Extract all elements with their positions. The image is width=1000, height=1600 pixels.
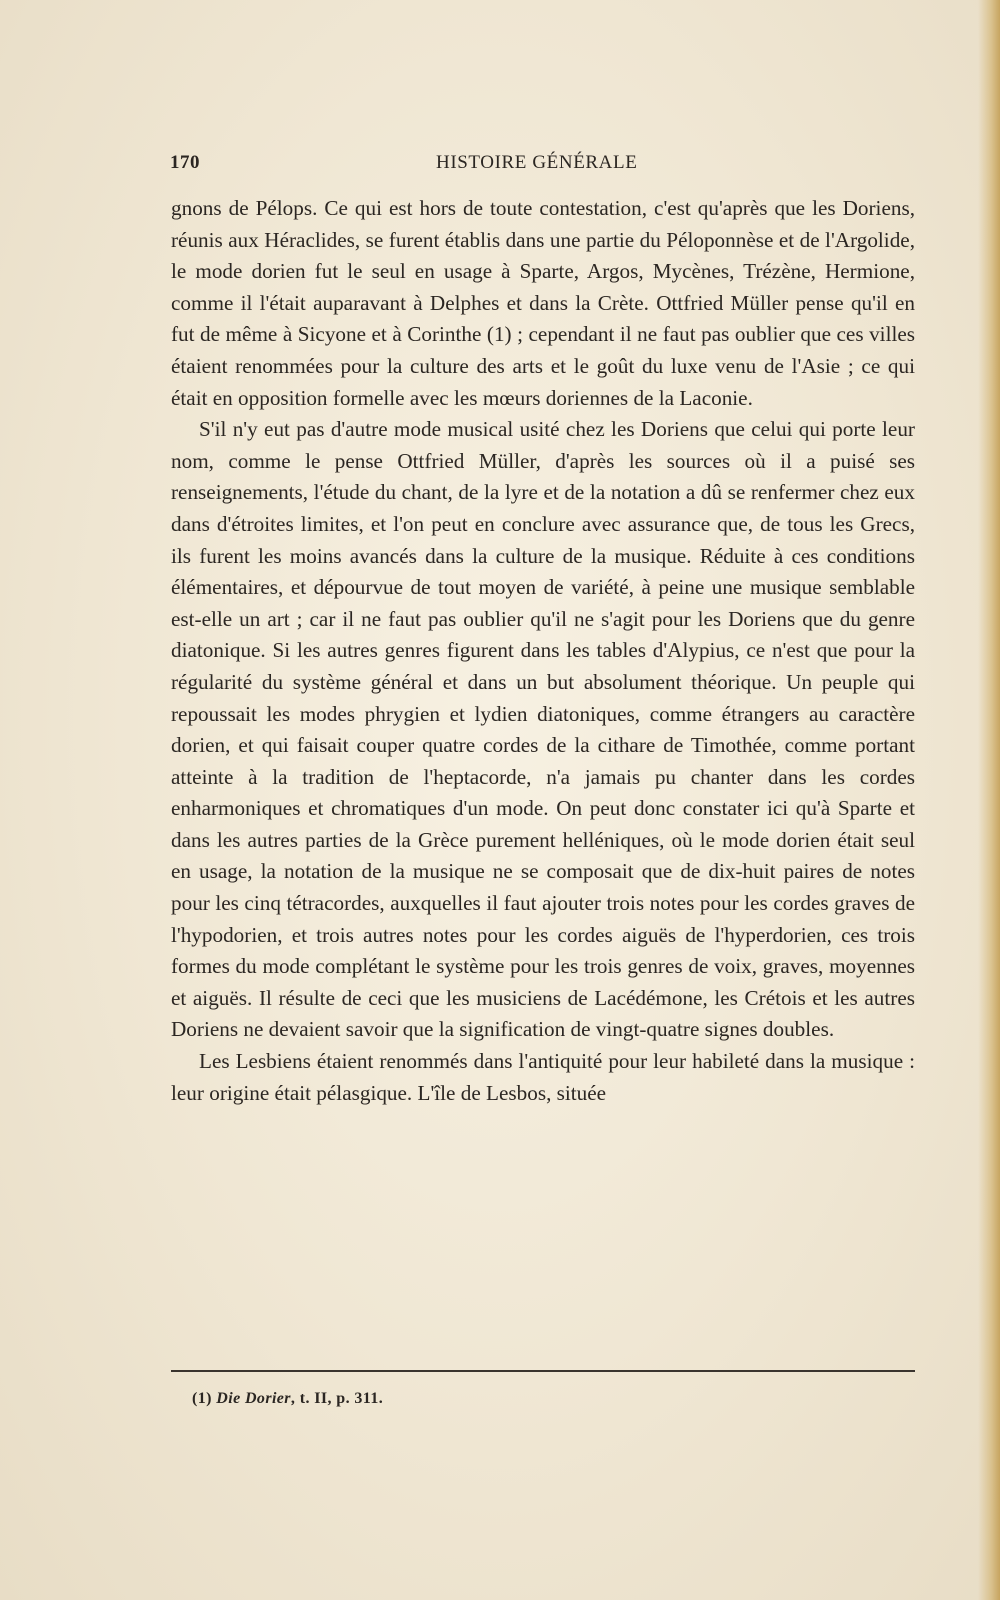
paragraph-3: Les Lesbiens étaient renommés dans l'antiquité pour leur habileté dans la musique : leur origine était pélasgique. L'île de Lesbos, située [171,1049,915,1105]
footnote-reference: , t. II, p. 311. [290,1390,384,1407]
paragraph-2: S'il n'y eut pas d'autre mode musical usité chez les Doriens que celui qui porte leur nom, comme le pense Ottfried Müller, d'après les sources où il a puisé ses renseignements, l'étude du chant, de la lyre et de la notation a dû se renfermer chez eux dans d'étroites limites, et l'on peut en conclure avec assurance que, de tous les Grecs, ils furent les moins avancés dans la culture de la musique. Réduite à ces conditions élémentaires, et dépourvue de tout moyen de variété, à peine une musique semblable est-elle un art ; car il ne faut pas oublier qu'il ne s'agit pour les Doriens que du genre diatonique. Si les autres genres figurent dans les tables d'Alypius, ce n'est que pour la régularité du système général et dans un but absolument théorique. Un peuple qui repoussait les modes phrygien et lydien diatoniques, comme étrangers au caractère dorien, et qui faisait couper quatre cordes de la cithare de Timothée, comme portant atteinte à la tradition de l'heptacorde, n'a jamais pu chanter dans les cordes enharmoniques et chromatiques d'un mode. On peut donc constater ici qu'à Sparte et dans les autres parties de la Grèce purement helléniques, où le mode dorien était seul en usage, la notation de la musique ne se composait que de dix-huit paires de notes pour les cinq tétracordes, auxquelles il faut ajouter trois notes pour les cordes graves de l'hypodorien, et trois autres notes pour les cordes aiguës de l'hyperdorien, ces trois formes du mode complétant le système pour les trois genres de voix, graves, moyennes et aiguës. Il résulte de ceci que les musiciens de Lacédémone, les Crétois et les autres Doriens ne devaient savoir que la signification de vingt-quatre signes doubles. [171,417,915,1042]
footnote-marker: (1) [192,1390,212,1407]
page-header [170,152,915,180]
paragraph-1: gnons de Pélops. Ce qui est hors de toute contestation, c'est qu'après que les Doriens, réunis aux Héraclides, se furent établis dans une partie du Péloponnèse et de l'Argolide, le mode dorien fut le seul en usage à Sparte, Argos, Mycènes, Trézène, Hermione, comme il l'était auparavant à Delphes et dans la Crète. Ottfried Müller pense qu'il en fut de même à Sicyone et à Corinthe (1) ; cependant il ne faut pas oublier que ces villes étaient renommées pour la culture des arts et le goût du luxe venu de l'Asie ; ce qui était en opposition formelle avec les mœurs doriennes de la Laconie. [171,196,915,410]
footnote-work-title: Die Dorier [216,1390,291,1407]
footnote-divider [171,1370,915,1372]
page-edge-shadow [978,0,1000,1600]
footnote [192,1390,383,1408]
main-text [171,193,915,1109]
page-number: 170 [170,152,200,173]
running-title: HISTOIRE GÉNÉRALE [436,152,638,173]
